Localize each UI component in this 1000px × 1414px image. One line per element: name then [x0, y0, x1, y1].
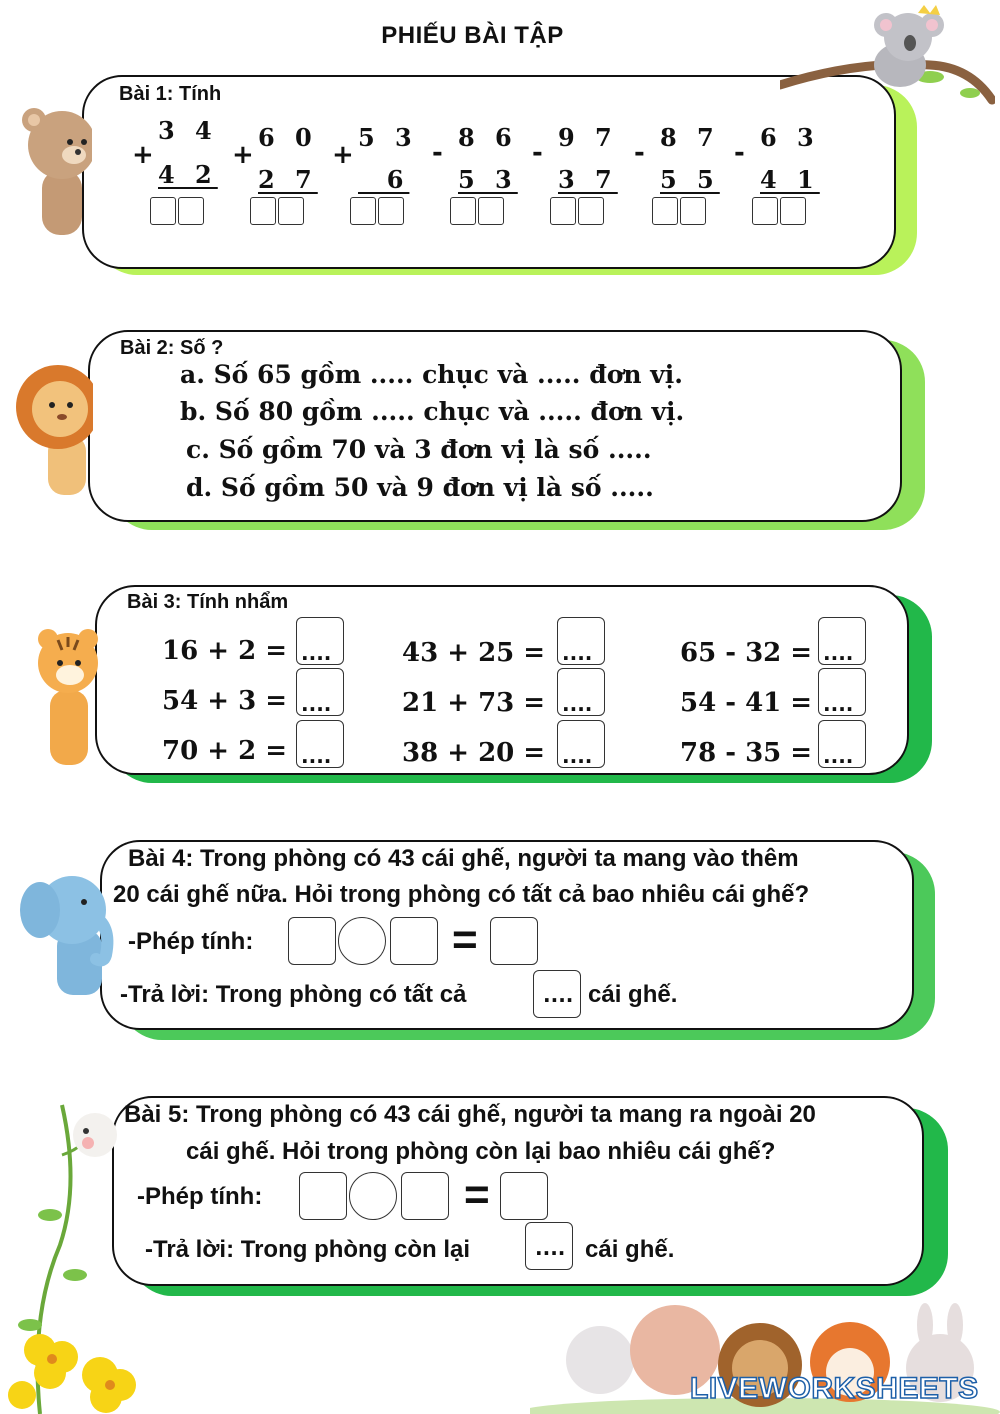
ex1-problem-5-top-number: 9 7 — [558, 123, 618, 152]
exercise-5-result-box[interactable] — [500, 1172, 548, 1220]
ex1-problem-4-operator: - — [432, 138, 443, 168]
ex1-problem-5-operator: - — [532, 138, 543, 168]
ex1-problem-1-bottom-number: 4 2 — [158, 160, 218, 189]
exercise-3-label: Bài 3: Tính nhẩm — [127, 591, 289, 613]
ex3-item-8-blank: .... — [562, 744, 593, 768]
ex1-problem-3-answer-digit-2[interactable] — [378, 197, 404, 225]
ex3-item-3-expression: 65 - 32 = — [680, 638, 813, 668]
ex1-problem-2-bottom-number: 2 7 — [258, 165, 318, 194]
ex1-problem-1-operator: + — [132, 140, 154, 170]
ex1-problem-7-answer-digit-2[interactable] — [780, 197, 806, 225]
exercise-5-operand-2-box[interactable] — [401, 1172, 449, 1220]
ex3-item-4-expression: 54 + 3 = — [162, 686, 287, 716]
liveworksheets-watermark: LIVEWORKSHEETS — [690, 1372, 979, 1405]
exercise-4-calc-label: -Phép tính: — [128, 928, 254, 955]
ex1-problem-5-answer-digit-1[interactable] — [550, 197, 576, 225]
exercise-2-line-b: b. Số 80 gồm ..... chục và ..... đơn vị. — [180, 397, 685, 426]
ex1-problem-2-top-number: 6 0 — [258, 123, 318, 152]
exercise-5-calc-label: -Phép tính: — [137, 1183, 263, 1210]
exercise-4-operand-2-box[interactable] — [390, 917, 438, 965]
ex3-item-9-blank: .... — [823, 744, 854, 768]
ex1-problem-4-answer-digit-1[interactable] — [450, 197, 476, 225]
ex1-problem-6-bottom-number: 5 5 — [660, 165, 720, 194]
exercise-5-operator-circle[interactable] — [349, 1172, 397, 1220]
exercise-4-operand-1-box[interactable] — [288, 917, 336, 965]
ex3-item-3-blank: .... — [823, 641, 854, 665]
ex3-item-6-expression: 54 - 41 = — [680, 688, 813, 718]
exercise-4-operator-circle[interactable] — [338, 917, 386, 965]
ex1-problem-7-top-number: 6 3 — [760, 123, 820, 152]
exercise-5-answer-prefix: -Trả lời: Trong phòng còn lại — [145, 1236, 471, 1263]
ex1-problem-3-top-number: 5 3 — [358, 123, 418, 152]
ex3-item-7-expression: 70 + 2 = — [162, 736, 287, 766]
ex3-item-1-blank: .... — [301, 641, 332, 665]
exercise-5-line-2: cái ghế. Hỏi trong phòng còn lại bao nhiêu cái ghế? — [186, 1138, 776, 1165]
worksheet-title: PHIẾU BÀI TẬP — [381, 22, 564, 49]
ex1-problem-2-operator: + — [232, 140, 254, 170]
exercise-2-label: Bài 2: Số ? — [120, 337, 224, 359]
ex3-item-5-blank: .... — [562, 692, 593, 716]
ex1-problem-4-bottom-number: 5 3 — [458, 165, 518, 194]
exercise-4-line-1: Bài 4: Trong phòng có 43 cái ghế, người ta mang vào thêm — [128, 845, 799, 872]
exercise-4-answer-blank: .... — [543, 983, 574, 1007]
ex3-item-6-blank: .... — [823, 692, 854, 716]
exercise-5-equals-sign: = — [464, 1170, 490, 1219]
exercise-4-equals-sign: = — [452, 915, 478, 964]
ex3-item-2-expression: 43 + 25 = — [402, 638, 546, 668]
ex1-problem-5-bottom-number: 3 7 — [558, 165, 618, 194]
ex1-problem-7-bottom-number: 4 1 — [760, 165, 820, 194]
ex3-item-1-expression: 16 + 2 = — [162, 636, 287, 666]
ex1-problem-6-operator: - — [634, 138, 645, 168]
ex1-problem-4-top-number: 8 6 — [458, 123, 518, 152]
ex1-problem-3-operator: + — [332, 140, 354, 170]
exercise-2-line-c: c. Số gồm 70 và 3 đơn vị là số ..... — [186, 435, 652, 464]
flower-vine-illustration — [0, 1095, 200, 1414]
ex1-problem-6-answer-digit-1[interactable] — [652, 197, 678, 225]
ex1-problem-4-answer-digit-2[interactable] — [478, 197, 504, 225]
exercise-4-line-2: 20 cái ghế nữa. Hỏi trong phòng có tất cả bao nhiêu cái ghế? — [113, 881, 810, 908]
ex1-problem-3-answer-digit-1[interactable] — [350, 197, 376, 225]
ex3-item-9-expression: 78 - 35 = — [680, 738, 813, 768]
ex1-problem-5-answer-digit-2[interactable] — [578, 197, 604, 225]
ex1-problem-3-bottom-number: 6 — [358, 165, 410, 194]
ex1-problem-2-answer-digit-1[interactable] — [250, 197, 276, 225]
ex1-problem-6-top-number: 8 7 — [660, 123, 720, 152]
elephant-illustration — [12, 860, 122, 1000]
ex3-item-5-expression: 21 + 73 = — [402, 688, 546, 718]
ex3-item-8-expression: 38 + 20 = — [402, 738, 546, 768]
ex3-item-7-blank: .... — [301, 744, 332, 768]
ex1-problem-1-answer-digit-1[interactable] — [150, 197, 176, 225]
ex1-problem-2-answer-digit-2[interactable] — [278, 197, 304, 225]
ex1-problem-1-top-number: 3 4 — [158, 116, 218, 145]
ex1-problem-1-answer-digit-2[interactable] — [178, 197, 204, 225]
ex1-problem-7-operator: - — [734, 138, 745, 168]
exercise-5-line-1: Bài 5: Trong phòng có 43 cái ghế, người ta mang ra ngoài 20 — [124, 1101, 816, 1128]
ex3-item-4-blank: .... — [301, 692, 332, 716]
exercise-2-line-d: d. Số gồm 50 và 9 đơn vị là số ..... — [186, 473, 654, 502]
lion-illustration — [8, 355, 93, 500]
exercise-4-result-box[interactable] — [490, 917, 538, 965]
koala-illustration — [780, 5, 995, 115]
exercise-2-line-a: a. Số 65 gồm ..... chục và ..... đơn vị. — [180, 360, 683, 389]
exercise-4-answer-suffix: cái ghế. — [588, 981, 678, 1008]
ex1-problem-7-answer-digit-1[interactable] — [752, 197, 778, 225]
exercise-5-answer-suffix: cái ghế. — [585, 1236, 675, 1263]
exercise-5-operand-1-box[interactable] — [299, 1172, 347, 1220]
exercise-4-answer-prefix: -Trả lời: Trong phòng có tất cả — [120, 981, 467, 1008]
ex3-item-2-blank: .... — [562, 641, 593, 665]
exercise-5-answer-blank: .... — [535, 1236, 566, 1260]
tiger-illustration — [20, 615, 100, 770]
exercise-1-label: Bài 1: Tính — [119, 83, 222, 105]
bear-illustration — [12, 100, 92, 240]
ex1-problem-6-answer-digit-2[interactable] — [680, 197, 706, 225]
